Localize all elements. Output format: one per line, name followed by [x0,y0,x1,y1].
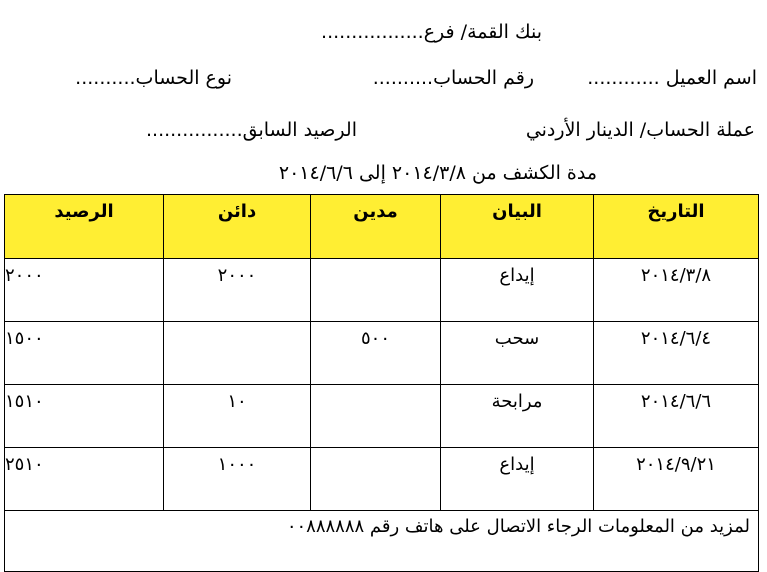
cell-credit: ٢٠٠٠ [164,259,311,322]
header-date: التاريخ [594,195,759,259]
customer-name-field: اسم العميل ............ [587,67,757,89]
header-description: البيان [441,195,594,259]
cell-balance: ١٥١٠ [5,385,164,448]
previous-balance-field: الرصيد السابق................ [145,119,357,141]
account-number-field: رقم الحساب.......... [372,67,534,89]
table-row [5,259,759,322]
cell-credit: ١٠ [164,385,311,448]
cell-date: ٢٠١٤/٦/٤ [594,322,759,385]
cell-balance: ٢٠٠٠ [5,259,164,322]
cell-debit: ٥٠٠ [311,322,441,385]
cell-description: إيداع [441,259,594,322]
cell-debit [311,385,441,448]
bank-branch-line: بنك القمة/ فرع................. [321,21,542,43]
cell-date: ٢٠١٤/٦/٦ [594,385,759,448]
cell-credit: ١٠٠٠ [164,448,311,511]
cell-description: إيداع [441,448,594,511]
cell-description: سحب [441,322,594,385]
cell-debit [311,259,441,322]
table-row [5,322,759,385]
header-debit: مدين [311,195,441,259]
header-credit: دائن [164,195,311,259]
table-footer-row [5,511,759,572]
table-row [5,385,759,448]
cell-date: ٢٠١٤/٩/٢١ [594,448,759,511]
contact-note: لمزيد من المعلومات الرجاء الاتصال على هاتف رقم ٠٠٨٨٨٨٨٨ [5,511,759,572]
cell-balance: ٢٥١٠ [5,448,164,511]
cell-description: مرابحة [441,385,594,448]
cell-debit [311,448,441,511]
cell-balance: ١٥٠٠ [5,322,164,385]
account-currency: عملة الحساب/ الدينار الأردني [525,119,755,141]
table-row [5,448,759,511]
header-balance: الرصيد [5,195,164,259]
account-type-field: نوع الحساب.......... [75,67,232,89]
table-header-row [5,195,759,259]
cell-credit [164,322,311,385]
statement-period: مدة الكشف من ٢٠١٤/٣/٨ إلى ٢٠١٤/٦/٦ [278,162,597,184]
cell-date: ٢٠١٤/٣/٨ [594,259,759,322]
statement-table [4,194,759,572]
